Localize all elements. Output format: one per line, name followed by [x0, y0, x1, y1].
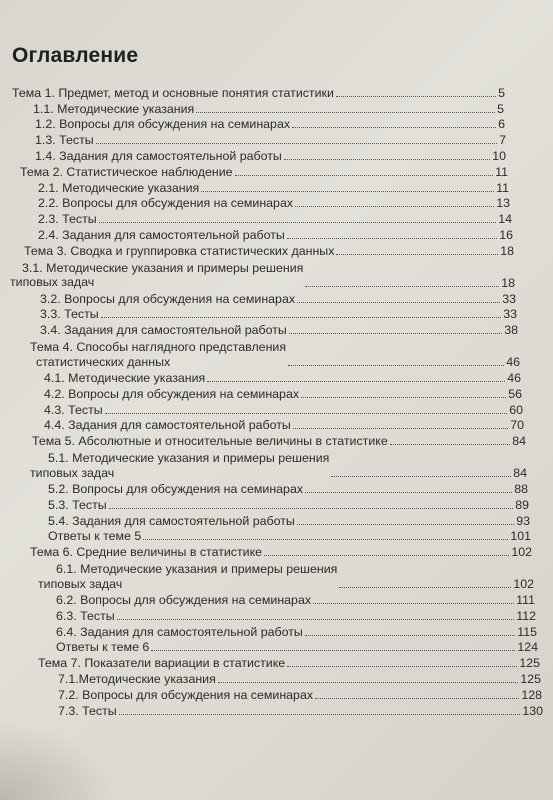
toc-entry [0, 210, 512, 226]
toc-entry [0, 417, 524, 433]
toc-entry [0, 369, 521, 385]
toc-entry-label: 3.4. Задания для самостоятельной работы [40, 323, 287, 338]
leader-dots [143, 538, 508, 540]
leader-dots [305, 634, 515, 636]
toc-entry [0, 100, 504, 116]
leader-dots [99, 221, 497, 223]
toc-entry-label: Тема 1. Предмет, метод и основные понятия статистики [12, 85, 334, 100]
leader-dots [105, 412, 508, 414]
toc-entry [0, 385, 522, 401]
toc-page-number: 70 [510, 418, 524, 433]
toc-entry [0, 306, 517, 322]
toc-entry [0, 290, 516, 306]
toc-entry [0, 639, 538, 655]
toc-page-number: 111 [516, 592, 535, 607]
leader-dots [336, 253, 498, 255]
toc-entry [0, 116, 505, 132]
toc-entry-label: 3.2. Вопросы для обсуждения на семинарах [40, 291, 296, 306]
toc-page-number: 101 [510, 529, 531, 544]
toc-entry-label: 7.1.Методические указания [58, 671, 216, 686]
toc-entry [0, 654, 540, 670]
toc-entry [0, 226, 513, 242]
toc-entry [0, 670, 541, 686]
toc-page-number: 56 [508, 386, 522, 401]
toc-entry-label: 2.4. Задания для самостоятельной работы [38, 227, 285, 242]
toc-page-number: 125 [520, 671, 541, 686]
toc-page-number: 11 [495, 164, 508, 179]
toc-page-number: 46 [506, 355, 520, 370]
toc-page-number: 128 [521, 687, 542, 702]
toc-entry [0, 131, 506, 147]
toc-entry [0, 591, 535, 607]
leader-dots [293, 427, 508, 429]
toc-page-number: 6 [498, 117, 505, 132]
toc-entry [0, 702, 543, 718]
toc-page-number: 5 [497, 101, 504, 116]
toc-entry-label: 5.1. Методические указания и примеры решения типовых задач [30, 451, 330, 480]
toc-entry [0, 480, 528, 496]
leader-dots [207, 380, 505, 382]
toc-entry-label: 6.2. Вопросы для обсуждения на семинарах [56, 592, 312, 607]
toc-page-number: 102 [511, 545, 532, 560]
toc-entry-label: Тема 2. Статистическое наблюдение [20, 164, 233, 179]
toc-page-number: 46 [507, 370, 521, 385]
toc-entry-label: 5.4. Задания для самостоятельной работы [48, 513, 295, 528]
toc-entry [0, 559, 534, 591]
toc-entry [0, 512, 530, 528]
leader-dots [119, 713, 521, 715]
toc-page-number: 33 [503, 307, 517, 322]
leader-dots [109, 507, 514, 509]
toc-entry-label: 4.1. Методические указания [44, 370, 206, 385]
leader-dots [117, 618, 515, 620]
toc-entry-label: 2.3. Тесты [38, 212, 97, 227]
toc-entry-label: Тема 6. Средние величины в статистике [30, 545, 263, 560]
toc-page-number: 16 [499, 227, 513, 242]
toc-page-number: 115 [517, 624, 537, 639]
leader-dots [295, 205, 494, 207]
toc-page-number: 93 [516, 513, 530, 528]
toc-entry-label: 7.2. Вопросы для обсуждения на семинарах [58, 687, 314, 702]
toc-entry [0, 179, 509, 195]
toc-entry-label: 1.1. Методические указания [33, 101, 195, 116]
toc-page-number: 125 [519, 656, 540, 671]
toc-entry-label: 4.2. Вопросы для обсуждения на семинарах [44, 386, 300, 401]
toc-entry-label: Ответы к теме 6 [56, 640, 150, 655]
leader-dots [287, 237, 497, 239]
leader-dots [284, 158, 490, 160]
toc-entry [0, 528, 531, 544]
toc-entry [0, 163, 508, 179]
toc-entry-label: Тема 3. Сводка и группировка статистических данных [24, 243, 335, 258]
toc-page-number: 60 [509, 402, 523, 417]
toc-page-number: 84 [512, 434, 526, 449]
toc-entry-label: 6.1. Методические указания и примеры решения типовых задач [38, 562, 338, 591]
toc-entry [0, 448, 527, 480]
leader-dots [305, 491, 512, 493]
toc-entry [0, 432, 526, 448]
leader-dots [235, 174, 494, 176]
toc-entry-label: Тема 7. Показатели вариации в статистике [38, 656, 286, 671]
toc-page-number: 5 [498, 85, 505, 100]
toc-entry-label: 4.4. Задания для самостоятельной работы [44, 418, 291, 433]
leader-dots [201, 190, 494, 192]
toc-page-number: 84 [513, 466, 527, 481]
toc-entry-label: 1.3. Тесты [35, 133, 94, 148]
toc-entry-label: 5.2. Вопросы для обсуждения на семинарах [48, 481, 304, 496]
toc-page-number: 13 [496, 196, 510, 211]
toc-entry-label: 1.2. Вопросы для обсуждения на семинарах [35, 117, 291, 132]
toc-page-number: 10 [492, 148, 506, 163]
leader-dots [292, 126, 496, 128]
toc-entry [0, 401, 523, 417]
leader-dots [264, 554, 509, 556]
leader-dots [218, 681, 518, 683]
toc-entry-label: 6.4. Задания для самостоятельной работы [56, 624, 303, 639]
toc-entry [0, 496, 529, 512]
toc-page-number: 130 [522, 703, 543, 718]
leader-dots [305, 285, 499, 287]
toc-entry [0, 607, 536, 623]
toc-entry [0, 321, 518, 337]
toc-page-number: 124 [517, 640, 538, 655]
toc-entry-label: 5.3. Тесты [48, 497, 107, 512]
toc-page-number: 18 [501, 275, 515, 290]
toc-page-number: 11 [496, 180, 509, 195]
toc-entry [0, 147, 506, 163]
leader-dots [315, 697, 519, 699]
toc-entry-label: 2.1. Методические указания [38, 180, 200, 195]
toc-page-number: 112 [516, 608, 536, 623]
toc-entry [0, 686, 542, 702]
leader-dots [390, 443, 510, 445]
toc-page-number: 38 [504, 323, 518, 338]
page-title: Оглавление [12, 44, 139, 67]
toc-page-number: 14 [498, 212, 512, 227]
toc-entry-label: 3.1. Методические указания и примеры решения типовых задач [10, 260, 304, 290]
toc-entry [0, 84, 505, 100]
toc-entry-label: 6.3. Тесты [56, 608, 115, 623]
toc-entry-label: Тема 5. Абсолютные и относительные величины в статистике [32, 434, 388, 449]
toc-page-number: 88 [514, 481, 528, 496]
toc-entry [0, 195, 510, 211]
toc-page-number: 18 [500, 243, 514, 258]
toc-entry-label: Тема 4. Способы наглядного представления статистических данных [30, 340, 287, 369]
toc-page-number: 7 [499, 133, 506, 148]
leader-dots [151, 649, 515, 651]
leader-dots [313, 602, 514, 604]
toc-entry-label: 7.3. Тесты [58, 703, 117, 718]
toc-entry [0, 543, 532, 559]
leader-dots [96, 142, 497, 144]
leader-dots [289, 332, 502, 334]
toc-entry [0, 337, 520, 369]
leader-dots [297, 301, 500, 303]
toc-entry-label: Ответы к теме 5 [48, 529, 142, 544]
toc-page-number: 89 [515, 497, 529, 512]
leader-dots [339, 586, 511, 588]
toc-entry-label: 2.2. Вопросы для обсуждения на семинарах [38, 196, 294, 211]
table-of-contents [0, 84, 553, 718]
toc-page-number: 102 [513, 577, 534, 592]
toc-entry [0, 623, 537, 639]
leader-dots [331, 475, 511, 477]
leader-dots [288, 364, 504, 366]
toc-entry-label: 4.3. Тесты [44, 402, 103, 417]
toc-entry-label: 3.3. Тесты [40, 307, 99, 322]
thumb-shadow [0, 720, 120, 800]
toc-entry [0, 242, 514, 258]
leader-dots [336, 95, 496, 97]
leader-dots [297, 523, 514, 525]
toc-page-number: 33 [502, 291, 516, 306]
leader-dots [301, 396, 506, 398]
leader-dots [287, 665, 517, 667]
leader-dots [101, 316, 502, 318]
toc-entry-label: 1.4. Задания для самостоятельной работы [35, 148, 282, 163]
leader-dots [196, 111, 495, 113]
toc-entry [0, 258, 515, 290]
